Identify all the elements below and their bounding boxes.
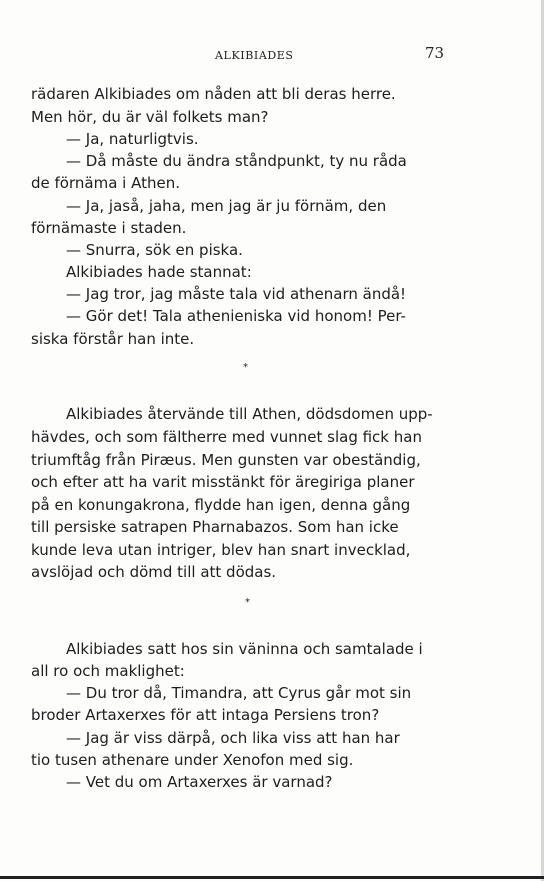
page-bottom-rule [0, 876, 544, 879]
text-line: förnämaste i staden. [31, 219, 187, 237]
text-line: de förnäma i Athen. [31, 174, 180, 192]
text-line: Alkibiades hade stannat: [66, 263, 252, 281]
section-separator: * [243, 362, 248, 373]
page-number: 73 [425, 44, 445, 62]
text-line: triumftåg från Piræus. Men gunsten var obeständig, [31, 451, 421, 469]
text-line: — Jag är viss därpå, och lika viss att han har [66, 729, 400, 747]
text-line: avslöjad och dömd till att dödas. [31, 563, 277, 581]
text-line: tio tusen athenare under Xenofon med sig. [31, 751, 354, 769]
text-line: — Gör det! Tala athenieniska vid honom! Per- [66, 307, 406, 325]
text-line: broder Artaxerxes för att intaga Persiens tron? [31, 706, 380, 724]
text-line: — Vet du om Artaxerxes är varnad? [66, 773, 333, 791]
text-line: — Du tror då, Timandra, att Cyrus går mot sin [66, 684, 412, 702]
running-head: ALKIBIADES [215, 49, 294, 62]
text-line: — Ja, naturligtvis. [66, 130, 199, 148]
text-line: kunde leva utan intriger, blev han snart invecklad, [31, 541, 411, 559]
text-line: — Då måste du ändra ståndpunkt, ty nu råda [66, 152, 407, 170]
text-line: siska förstår han inte. [31, 330, 195, 348]
text-line: Men hör, du är väl folkets man? [31, 108, 269, 126]
text-line: och efter att ha varit misstänkt för äregiriga planer [31, 473, 415, 491]
text-line: rädaren Alkibiades om nåden att bli deras herre. [31, 85, 396, 103]
text-line: till persiske satrapen Pharnabazos. Som han icke [31, 518, 399, 536]
text-line: all ro och maklighet: [31, 662, 185, 680]
text-line: — Ja, jaså, jaha, men jag är ju förnäm, den [66, 197, 387, 215]
text-line: Alkibiades återvände till Athen, dödsdomen upp- [66, 405, 433, 423]
text-line: — Jag tror, jag måste tala vid athenarn ändå! [66, 285, 407, 303]
text-line: hävdes, och som fältherre med vunnet slag fick han [31, 428, 422, 446]
section-separator: * [245, 597, 250, 608]
text-line: — Snurra, sök en piska. [66, 241, 243, 259]
text-line: Alkibiades satt hos sin väninna och samtalade i [66, 640, 423, 658]
text-line: på en konungakrona, flydde han igen, denna gång [31, 496, 411, 514]
